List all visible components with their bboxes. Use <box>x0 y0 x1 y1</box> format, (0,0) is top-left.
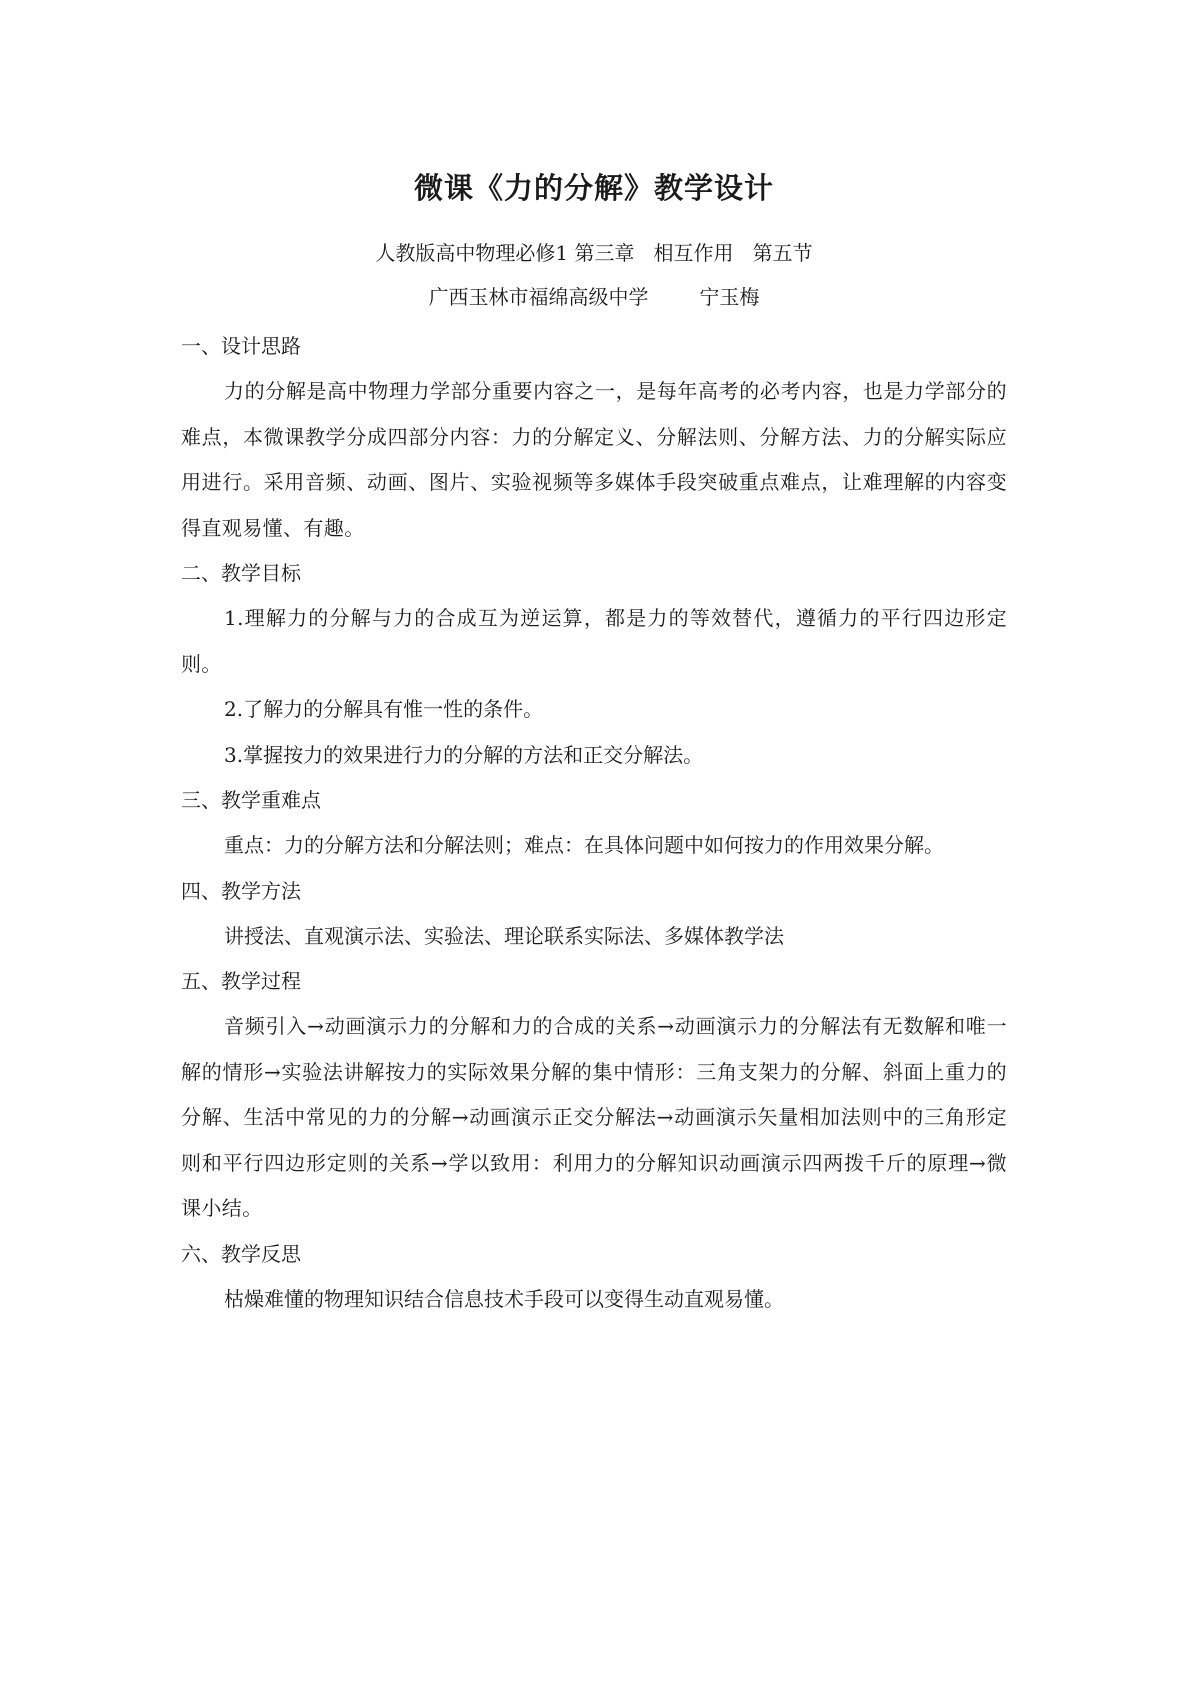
document-page <box>181 0 1007 1684</box>
document-title: 微课《力的分解》教学设计 <box>413 171 774 205</box>
section-heading: 四、教学方法 <box>181 878 301 903</box>
author-info: 广西玉林市福绵高级中学 宁玉梅 <box>428 285 760 309</box>
textbook-info: 人教版高中物理必修1 第三章 相互作用 第五节 <box>375 241 813 265</box>
section-paragraph: 重点：力的分解方法和分解法则；难点：在具体问题中如何按力的作用效果分解。 <box>224 833 944 857</box>
section-heading: 一、设计思路 <box>181 334 301 358</box>
section-heading: 五、教学过程 <box>181 969 301 993</box>
section-key-points <box>181 778 1007 869</box>
section-heading: 三、教学重难点 <box>181 788 321 812</box>
section-heading: 二、教学目标 <box>181 561 301 585</box>
section-paragraph: 音频引入→动画演示力的分解和力的合成的关系→动画演示力的分解法有无数解和唯一解的情形→实验法讲解按力的实际效果分解的集中情形：三角支架力的分解、斜面上重力的分解、生活中常见的力的分解→动画演示正交分解法→动画演示矢量相加法则中的三角形定则和平行四边形定则的关系→学以致用：利用力的分解知识动画演示四两拨千斤的原理→微课小结。 <box>181 1014 1007 1220</box>
section-teaching-process <box>181 959 1007 1232</box>
section-paragraph: 讲授法、直观演示法、实验法、理论联系实际法、多媒体教学法 <box>224 923 784 948</box>
section-reflection <box>181 1232 1007 1323</box>
section-paragraph: 枯燥难懂的物理知识结合信息技术手段可以变得生动直观易懂。 <box>224 1286 784 1311</box>
goal-item: 1.理解力的分解与力的合成互为逆运算，都是力的等效替代，遵循力的平行四边形定则。 <box>181 606 1007 676</box>
section-paragraph: 力的分解是高中物理力学部分重要内容之一，是每年高考的必考内容，也是力学部分的难点，本微课教学分成四部分内容：力的分解定义、分解法则、分解方法、力的分解实际应用进行。采用音频、动画、图片、实验视频等多媒体手段突破重点难点，让难理解的内容变得直观易懂、有趣。 <box>181 379 1007 540</box>
section-teaching-methods <box>181 869 1007 960</box>
section-teaching-goals <box>181 551 1007 778</box>
section-heading: 六、教学反思 <box>181 1241 301 1266</box>
document-body <box>181 324 1007 1322</box>
goal-item: 2.了解力的分解具有惟一性的条件。 <box>224 697 544 721</box>
goal-item: 3.掌握按力的效果进行力的分解的方法和正交分解法。 <box>224 742 704 767</box>
section-design-idea <box>181 324 1007 551</box>
